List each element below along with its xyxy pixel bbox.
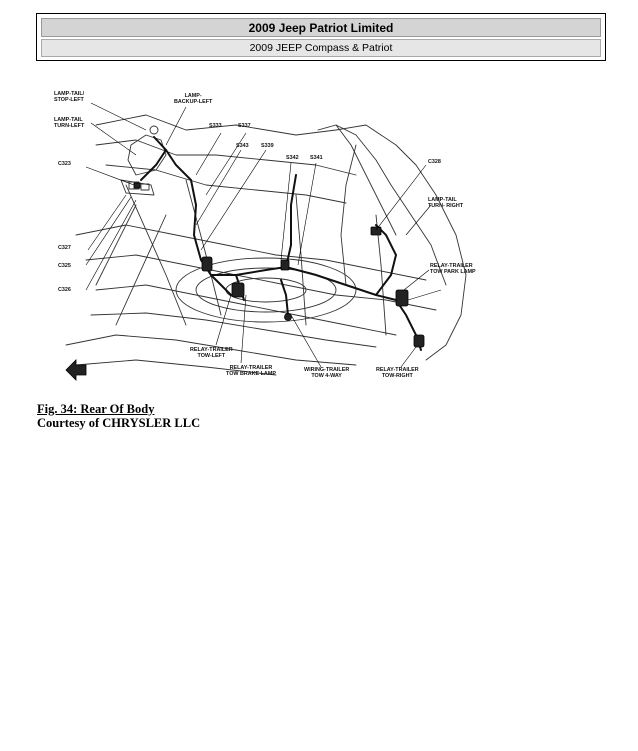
figure-title: Fig. 34: Rear Of Body bbox=[37, 402, 155, 416]
label-s342: S342 bbox=[286, 155, 299, 161]
label-lamp-tail-turn-right: LAMP-TAIL TURN- RIGHT bbox=[428, 197, 464, 209]
figure-courtesy: Courtesy of CHRYSLER LLC bbox=[37, 416, 201, 430]
vehicle-drawing bbox=[36, 85, 488, 397]
label-s339: S339 bbox=[261, 143, 274, 149]
page-header bbox=[36, 13, 606, 61]
label-lamp-backup-left: LAMP- BACKUP-LEFT bbox=[174, 93, 213, 105]
label-wiring-trailer-tow-4-way: WIRING-TRAILER TOW 4-WAY bbox=[304, 367, 350, 379]
document-title: 2009 Jeep Patriot Limited bbox=[41, 18, 601, 37]
label-relay-trailer-tow-brake-lamp: RELAY-TRAILER TOW BRAKE LAMP bbox=[226, 365, 276, 377]
label-c328: C328 bbox=[428, 159, 441, 165]
label-c327: C327 bbox=[58, 245, 71, 251]
label-s337: S337 bbox=[238, 123, 251, 129]
label-c326: C326 bbox=[58, 287, 71, 293]
label-lamp-tail-turn-left: LAMP-TAIL TURN-LEFT bbox=[54, 117, 85, 129]
figure-caption bbox=[37, 402, 200, 430]
label-lamp-tail-stop-left: LAMP-TAIL/ STOP-LEFT bbox=[54, 91, 85, 103]
label-c325: C325 bbox=[58, 263, 71, 269]
document-subtitle: 2009 JEEP Compass & Patriot bbox=[41, 39, 601, 57]
label-relay-trailer-tow-right: RELAY-TRAILER TOW-RIGHT bbox=[376, 367, 419, 379]
label-s343: S343 bbox=[236, 143, 249, 149]
label-relay-trailer-tow-park-lamp: RELAY-TRAILER TOW PARK LAMP bbox=[430, 263, 476, 275]
label-s333: S333 bbox=[209, 123, 222, 129]
label-c323: C323 bbox=[58, 161, 71, 167]
rear-body-illustration bbox=[36, 85, 488, 397]
direction-arrow-icon bbox=[66, 360, 86, 380]
label-s341: S341 bbox=[310, 155, 323, 161]
label-relay-trailer-tow-left: RELAY-TRAILER TOW-LEFT bbox=[190, 347, 233, 359]
